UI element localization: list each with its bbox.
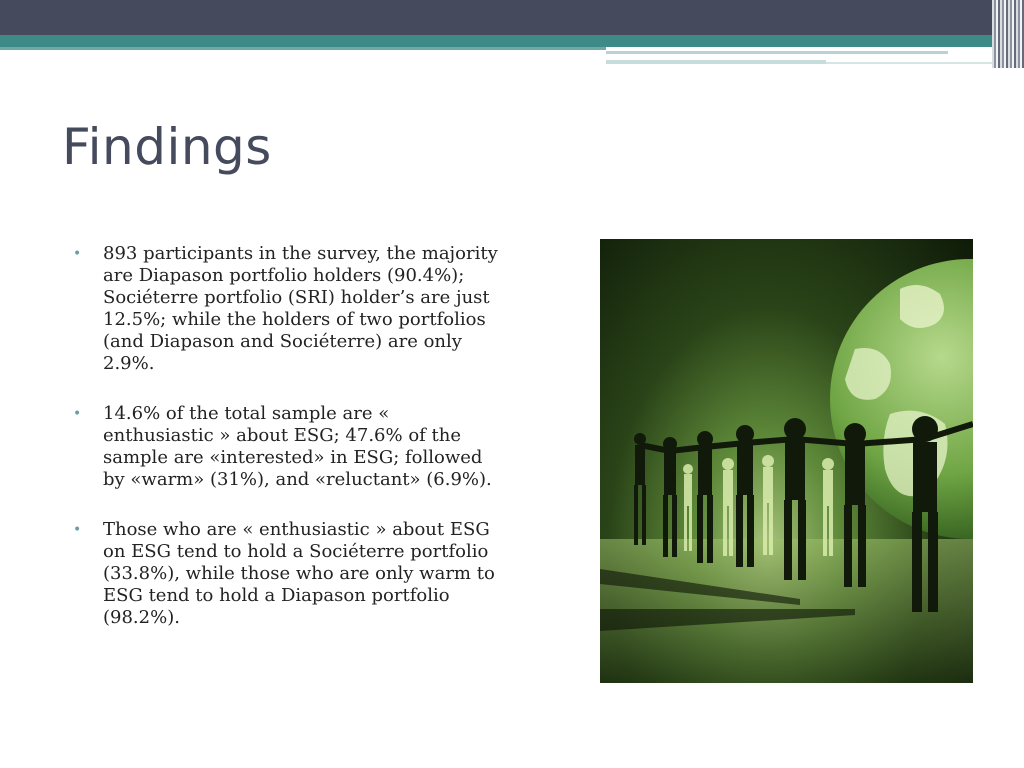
bullet-item [72,403,502,491]
bullet-list [72,243,502,657]
header-teal-band [0,35,1024,47]
header-teal-line [0,47,606,50]
header-band [0,0,1024,35]
bullet-icon: • [73,522,82,538]
globe-people-icon [600,239,973,683]
bullet-text: Those who are « enthusiastic » about ESG on ESG tend to hold a Sociéterre portfolio (33.8%), while those who are only warm to ESG tend to hold a Diapason portfolio (98.2%). [103,519,495,628]
bullet-text: 893 participants in the survey, the majority are Diapason portfolio holders (90.4%); Sociéterre portfolio (SRI) holder’s are just 12.5%; while the holders of two portfolios (and Diapason and Sociéterre) are only 2.9%. [103,243,498,374]
slide-title: Findings [62,118,272,176]
header-accent-line [826,62,996,64]
bullet-item [72,519,502,629]
header-stripes [992,0,1024,68]
bullet-item [72,243,502,375]
globe-people-image [600,239,973,683]
bullet-icon: • [73,246,82,262]
bullet-text: 14.6% of the total sample are « enthusiastic » about ESG; 47.6% of the sample are «interested» in ESG; followed by «warm» (31%), and «reluctant» (6.9%). [103,403,492,490]
header-accent-line [606,51,948,54]
header-accent-line [606,60,826,64]
bullet-icon: • [73,406,82,422]
